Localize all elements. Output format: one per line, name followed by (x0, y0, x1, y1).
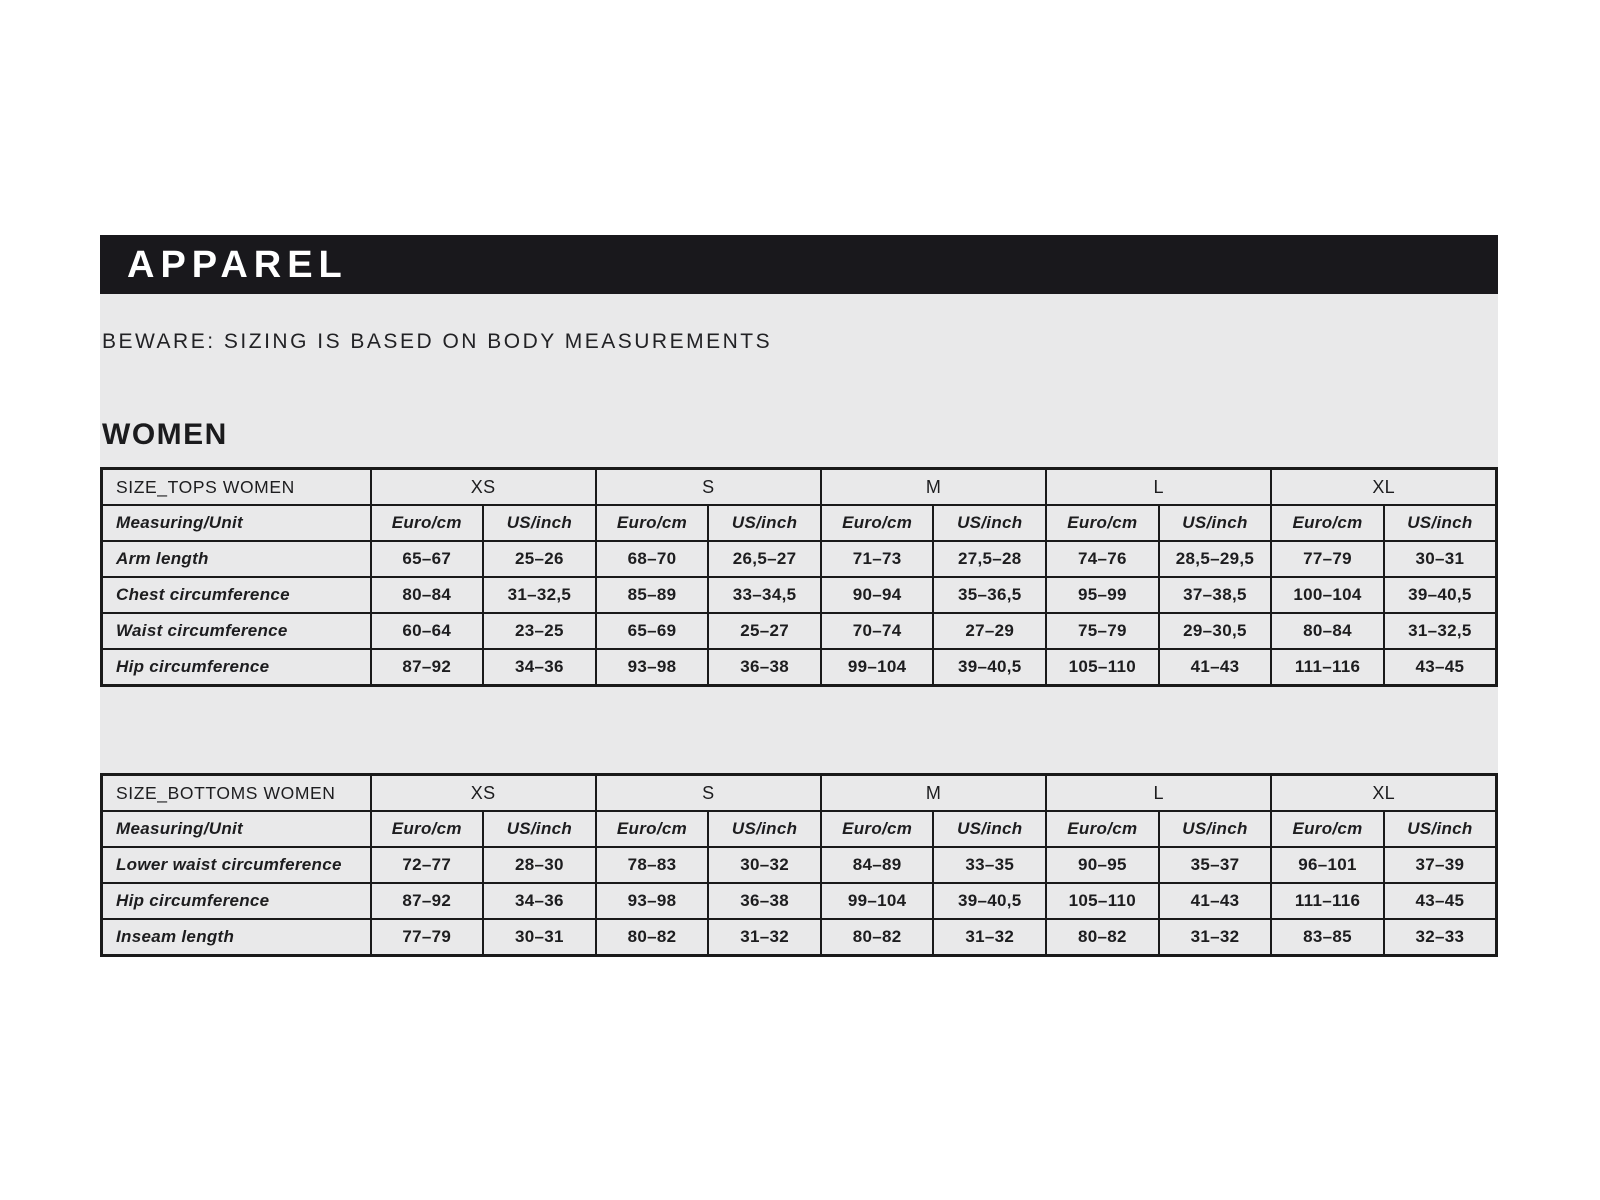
table-row (102, 649, 1497, 686)
value-cell: 84–89 (821, 847, 934, 883)
value-cell: 33–35 (933, 847, 1046, 883)
unit-header: US/inch (933, 811, 1046, 847)
row-label: Hip circumference (102, 883, 371, 919)
size-col-header: XS (371, 469, 596, 506)
value-cell: 43–45 (1384, 649, 1497, 686)
value-cell: 77–79 (1271, 541, 1384, 577)
unit-header-row (102, 811, 1497, 847)
value-cell: 35–37 (1159, 847, 1272, 883)
value-cell: 80–82 (596, 919, 709, 956)
header-bar (100, 235, 1498, 294)
value-cell: 25–26 (483, 541, 596, 577)
size-col-header: S (596, 775, 821, 812)
unit-header: Euro/cm (1271, 811, 1384, 847)
table-row (102, 541, 1497, 577)
unit-header: Euro/cm (1271, 505, 1384, 541)
value-cell: 72–77 (371, 847, 484, 883)
unit-header: Euro/cm (821, 505, 934, 541)
unit-header: US/inch (1159, 505, 1272, 541)
value-cell: 23–25 (483, 613, 596, 649)
unit-header: US/inch (708, 505, 821, 541)
value-cell: 31–32 (1159, 919, 1272, 956)
unit-header: US/inch (708, 811, 821, 847)
value-cell: 30–31 (483, 919, 596, 956)
unit-header: Euro/cm (596, 505, 709, 541)
value-cell: 77–79 (371, 919, 484, 956)
size-table-bottoms (100, 773, 1498, 957)
size-col-header: M (821, 469, 1046, 506)
row-label: Chest circumference (102, 577, 371, 613)
value-cell: 27,5–28 (933, 541, 1046, 577)
value-cell: 35–36,5 (933, 577, 1046, 613)
size-col-header: L (1046, 775, 1271, 812)
value-cell: 68–70 (596, 541, 709, 577)
unit-header: Euro/cm (1046, 811, 1159, 847)
value-cell: 41–43 (1159, 883, 1272, 919)
value-cell: 28–30 (483, 847, 596, 883)
content-panel (100, 294, 1498, 957)
value-cell: 36–38 (708, 649, 821, 686)
unit-header: US/inch (1384, 505, 1497, 541)
value-cell: 31–32,5 (1384, 613, 1497, 649)
value-cell: 33–34,5 (708, 577, 821, 613)
unit-header: Euro/cm (821, 811, 934, 847)
value-cell: 29–30,5 (1159, 613, 1272, 649)
value-cell: 41–43 (1159, 649, 1272, 686)
value-cell: 43–45 (1384, 883, 1497, 919)
value-cell: 34–36 (483, 649, 596, 686)
value-cell: 85–89 (596, 577, 709, 613)
value-cell: 75–79 (1046, 613, 1159, 649)
value-cell: 71–73 (821, 541, 934, 577)
size-col-header: XL (1271, 469, 1496, 506)
value-cell: 34–36 (483, 883, 596, 919)
value-cell: 65–67 (371, 541, 484, 577)
content-area (100, 235, 1498, 957)
unit-row-label: Measuring/Unit (102, 505, 371, 541)
unit-header: US/inch (483, 811, 596, 847)
unit-header: Euro/cm (371, 505, 484, 541)
value-cell: 30–32 (708, 847, 821, 883)
value-cell: 83–85 (1271, 919, 1384, 956)
value-cell: 70–74 (821, 613, 934, 649)
value-cell: 60–64 (371, 613, 484, 649)
value-cell: 39–40,5 (933, 883, 1046, 919)
value-cell: 74–76 (1046, 541, 1159, 577)
size-col-header: S (596, 469, 821, 506)
value-cell: 25–27 (708, 613, 821, 649)
value-cell: 111–116 (1271, 649, 1384, 686)
value-cell: 93–98 (596, 883, 709, 919)
unit-header: Euro/cm (1046, 505, 1159, 541)
unit-header: US/inch (483, 505, 596, 541)
table-row (102, 613, 1497, 649)
value-cell: 105–110 (1046, 649, 1159, 686)
value-cell: 26,5–27 (708, 541, 821, 577)
size-table-tops (100, 467, 1498, 687)
value-cell: 31–32 (708, 919, 821, 956)
row-label: Lower waist circumference (102, 847, 371, 883)
value-cell: 37–38,5 (1159, 577, 1272, 613)
value-cell: 31–32,5 (483, 577, 596, 613)
sizing-notice: BEWARE: SIZING IS BASED ON BODY MEASUREMENTS (102, 330, 773, 353)
value-cell: 39–40,5 (1384, 577, 1497, 613)
table-row (102, 919, 1497, 956)
value-cell: 93–98 (596, 649, 709, 686)
value-cell: 30–31 (1384, 541, 1497, 577)
row-label: Waist circumference (102, 613, 371, 649)
table-row (102, 577, 1497, 613)
value-cell: 80–82 (821, 919, 934, 956)
unit-header: Euro/cm (596, 811, 709, 847)
row-label: Inseam length (102, 919, 371, 956)
value-cell: 32–33 (1384, 919, 1497, 956)
value-cell: 36–38 (708, 883, 821, 919)
table-row (102, 847, 1497, 883)
unit-header: Euro/cm (371, 811, 484, 847)
value-cell: 96–101 (1271, 847, 1384, 883)
value-cell: 99–104 (821, 883, 934, 919)
value-cell: 28,5–29,5 (1159, 541, 1272, 577)
value-cell: 100–104 (1271, 577, 1384, 613)
size-col-header: XL (1271, 775, 1496, 812)
unit-header: US/inch (1159, 811, 1272, 847)
value-cell: 90–94 (821, 577, 934, 613)
size-header-row (102, 469, 1497, 506)
value-cell: 87–92 (371, 649, 484, 686)
value-cell: 99–104 (821, 649, 934, 686)
row-label: Arm length (102, 541, 371, 577)
page-title: APPAREL (127, 243, 348, 286)
size-col-header: L (1046, 469, 1271, 506)
unit-row-label: Measuring/Unit (102, 811, 371, 847)
value-cell: 80–84 (371, 577, 484, 613)
row-label: Hip circumference (102, 649, 371, 686)
value-cell: 39–40,5 (933, 649, 1046, 686)
value-cell: 31–32 (933, 919, 1046, 956)
value-cell: 78–83 (596, 847, 709, 883)
size-col-header: XS (371, 775, 596, 812)
size-header-row (102, 775, 1497, 812)
value-cell: 105–110 (1046, 883, 1159, 919)
value-cell: 80–82 (1046, 919, 1159, 956)
value-cell: 111–116 (1271, 883, 1384, 919)
unit-header: US/inch (933, 505, 1046, 541)
value-cell: 87–92 (371, 883, 484, 919)
value-cell: 27–29 (933, 613, 1046, 649)
table-row (102, 883, 1497, 919)
unit-header: US/inch (1384, 811, 1497, 847)
value-cell: 95–99 (1046, 577, 1159, 613)
value-cell: 80–84 (1271, 613, 1384, 649)
table-title: SIZE_BOTTOMS WOMEN (102, 775, 371, 812)
value-cell: 37–39 (1384, 847, 1497, 883)
section-title: WOMEN (102, 418, 228, 451)
unit-header-row (102, 505, 1497, 541)
table-title: SIZE_TOPS WOMEN (102, 469, 371, 506)
value-cell: 65–69 (596, 613, 709, 649)
size-col-header: M (821, 775, 1046, 812)
tables-root (100, 467, 1498, 957)
value-cell: 90–95 (1046, 847, 1159, 883)
